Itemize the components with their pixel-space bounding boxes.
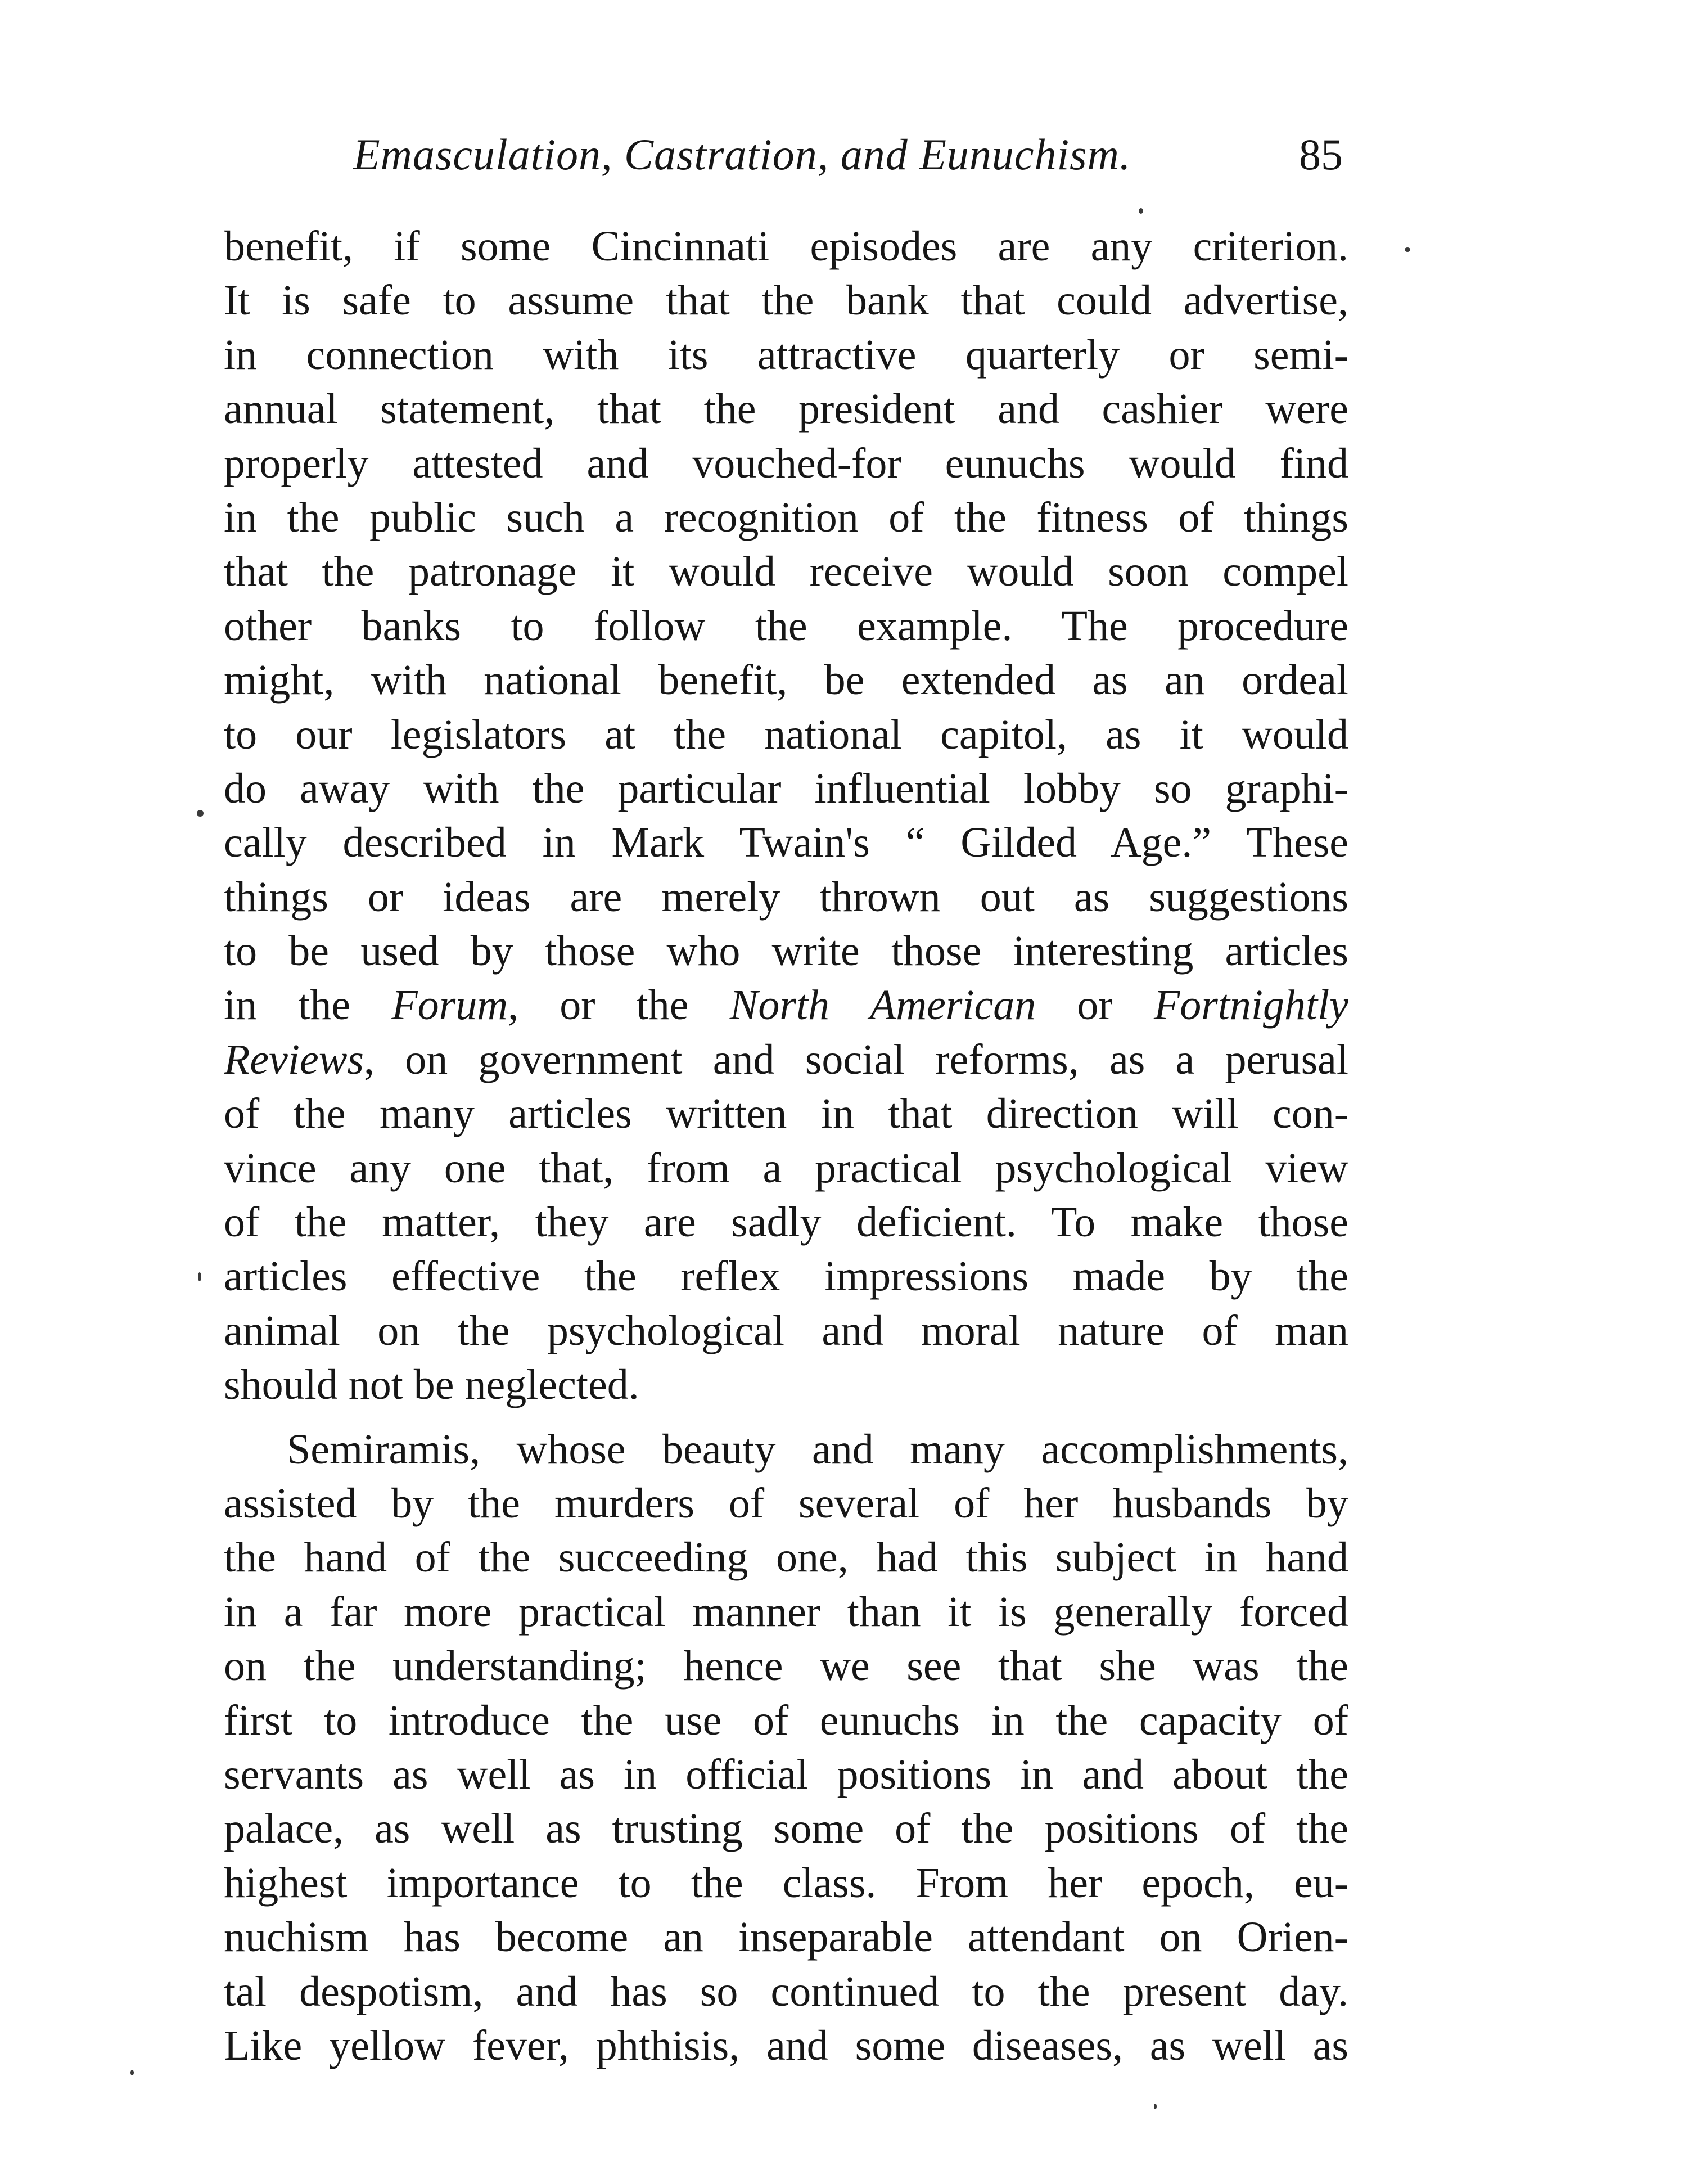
text-line: Like yellow fever, phthisis, and some diseases, as well as [224,2021,1348,2069]
text-segment: in the [224,981,392,1029]
italic-title-forum: Forum [391,981,508,1029]
text-line: palace, as well as trusting some of the positions of the [224,1805,1348,1853]
scan-speck [1139,208,1143,214]
text-line: benefit, if some Cincinnati episodes are any criterion. [224,223,1348,270]
italic-title-reviews: Reviews [224,1035,364,1083]
text-line: in a far more practical manner than it is generally forced [224,1588,1348,1636]
text-line: on the understanding; hence we see that she was the [224,1642,1348,1690]
text-segment: , on government and social reforms, as a perusal [364,1035,1348,1083]
italic-title-fortnightly: Fortnightly [1153,981,1348,1029]
text-line-paragraph-start: Semiramis, whose beauty and many accomplishments, [287,1425,1348,1473]
text-line: annual statement, that the president and cashier were [224,385,1348,433]
page-number: 85 [1299,130,1343,179]
running-header [353,124,1343,186]
text-line: that the patronage it would receive would soon compel [224,548,1348,596]
text-line: do away with the particular influential lobby so graphi- [224,764,1348,812]
text-line: might, with national benefit, be extended as an ordeal [224,656,1348,704]
text-line: It is safe to assume that the bank that could advertise, [224,277,1348,325]
text-line: in connection with its attractive quarterly or semi- [224,331,1348,379]
text-line: nuchism has become an inseparable attendant on Orien- [224,1913,1348,1961]
scan-speck [1154,2104,1157,2109]
text-line: to be used by those who write those interesting articles [224,927,1348,975]
text-line: articles effective the reflex impressions made by the [224,1253,1348,1300]
text-line: to our legislators at the national capitol, as it would [224,710,1348,758]
text-line: highest importance to the class. From her epoch, eu- [224,1859,1348,1907]
text-segment: or [1036,981,1154,1029]
text-line: properly attested and vouched-for eunuchs would find [224,439,1348,487]
text-line: things or ideas are merely thrown out as suggestions [224,873,1348,921]
text-line: vince any one that, from a practical psychological view [224,1144,1348,1192]
text-line: of the matter, they are sadly deficient. To make those [224,1199,1348,1246]
text-line: animal on the psychological and moral nature of man [224,1307,1348,1354]
text-line: cally described in Mark Twain's “ Gilded Age.” These [224,819,1348,867]
text-line: of the many articles written in that direction will con- [224,1090,1348,1138]
text-line: in the public such a recognition of the fitness of things [224,493,1348,541]
text-line-with-italics [224,1033,1348,1087]
text-segment: , or the [508,981,730,1029]
running-title: Emasculation, Castration, and Eunuchism. [353,130,1131,179]
scan-speck [197,810,204,817]
italic-title-north-american: North American [729,981,1036,1029]
text-line: other banks to follow the example. The procedure [224,602,1348,650]
text-line: servants as well as in official positions in and about the [224,1750,1348,1798]
text-line: the hand of the succeeding one, had this subject in hand [224,1534,1348,1582]
text-line-with-italics [224,978,1348,1032]
text-line: assisted by the murders of several of her husbands by [224,1479,1348,1527]
text-line: first to introduce the use of eunuchs in the capacity of [224,1696,1348,1744]
page-body [224,219,1348,2073]
scan-speck [130,2070,134,2075]
scan-speck [198,1272,201,1281]
text-line-paragraph-end: should not be neglected. [224,1361,639,1409]
scan-speck [1405,247,1410,252]
text-line: tal despotism, and has so continued to the present day. [224,1967,1348,2015]
